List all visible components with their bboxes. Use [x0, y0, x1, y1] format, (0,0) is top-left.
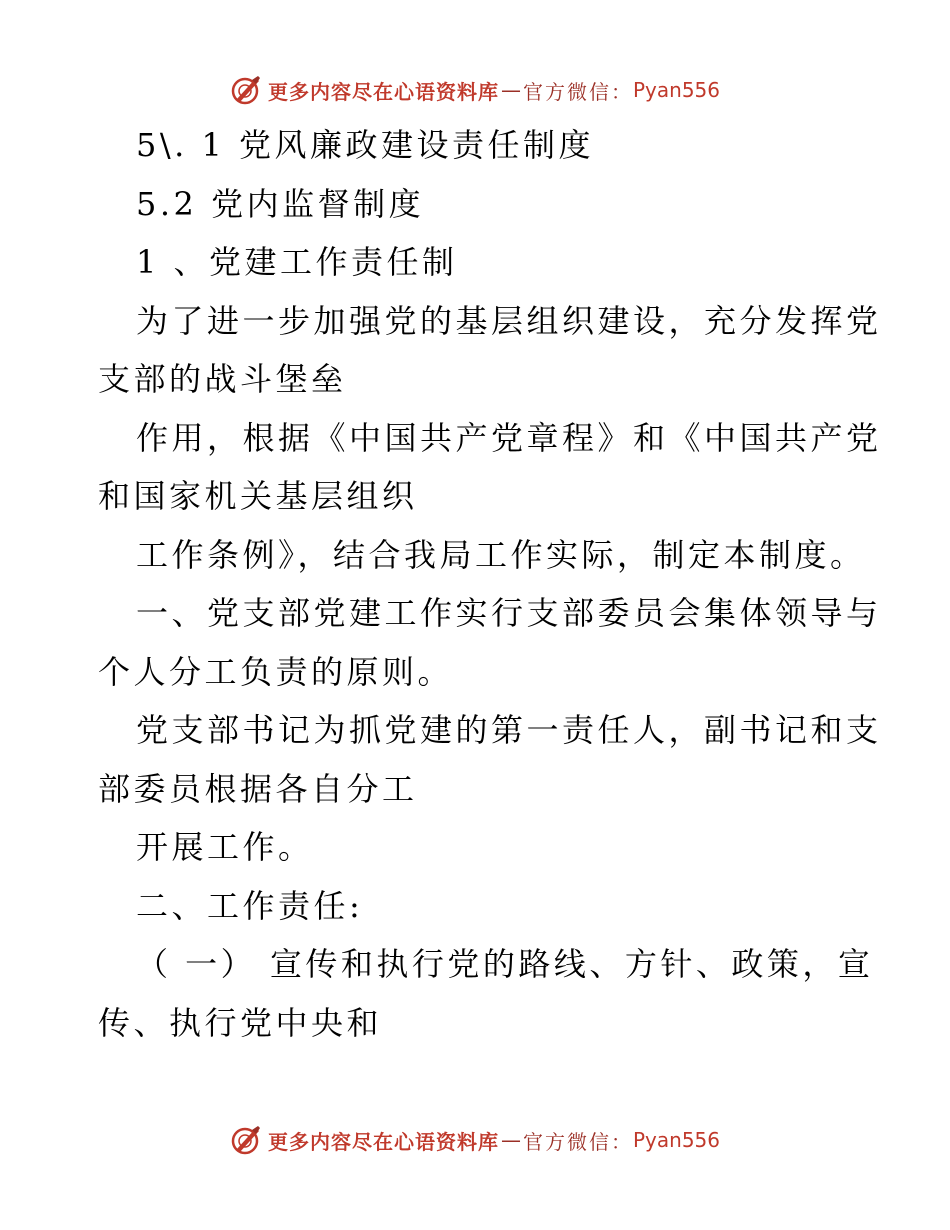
- paragraph-line: 和国家机关基层组织: [98, 477, 418, 515]
- section-heading-1: 1 、党建工作责任制: [136, 243, 458, 281]
- wechat-id: Pyan556: [632, 1128, 720, 1152]
- document-body: [98, 116, 882, 1052]
- paragraph-line: 作用，根据《中国共产党章程》和《中国共产党: [136, 418, 882, 457]
- banner-dash: —: [500, 1128, 521, 1152]
- wechat-label: 官方微信：: [522, 79, 633, 104]
- paragraph-line: 开展工作。: [136, 828, 314, 866]
- section-heading-responsibilities: 二、工作责任:: [136, 886, 364, 925]
- feather-pen-logo-icon: [230, 1124, 262, 1156]
- promo-text: 更多内容尽在心语资料库: [267, 1129, 499, 1154]
- banner-dash: —: [500, 78, 521, 102]
- paragraph-line: 个人分工负责的原则。: [98, 652, 454, 691]
- paragraph-line: 一、党支部党建工作实行支部委员会集体领导与: [136, 594, 882, 632]
- paragraph-line: 工作条例》，结合我局工作实际，制定本制度。: [136, 535, 866, 574]
- paragraph-line: 部委员根据各自分工: [98, 769, 418, 808]
- section-heading-5-1: 5\. 1 党风廉政建设责任制度: [136, 126, 595, 164]
- paragraph-line: 为了进一步加强党的基层组织建设，充分发挥党: [136, 301, 882, 340]
- paragraph-line: 党支部书记为抓党建的第一责任人，副书记和支: [136, 711, 882, 749]
- section-heading-5-2: 5.2 党内监督制度: [136, 184, 425, 223]
- footer-banner: [0, 1120, 950, 1160]
- paragraph-line: （ 一） 宣传和执行党的路线、方针、政策，宣: [136, 945, 874, 983]
- feather-pen-logo-icon: [230, 74, 262, 106]
- paragraph-line: 支部的战斗堡垒: [98, 360, 347, 398]
- wechat-label: 官方微信：: [522, 1129, 633, 1154]
- paragraph-line: 传、执行党中央和: [98, 1003, 383, 1042]
- wechat-id: Pyan556: [632, 78, 720, 102]
- promo-text: 更多内容尽在心语资料库: [267, 79, 499, 104]
- header-banner: [0, 70, 950, 110]
